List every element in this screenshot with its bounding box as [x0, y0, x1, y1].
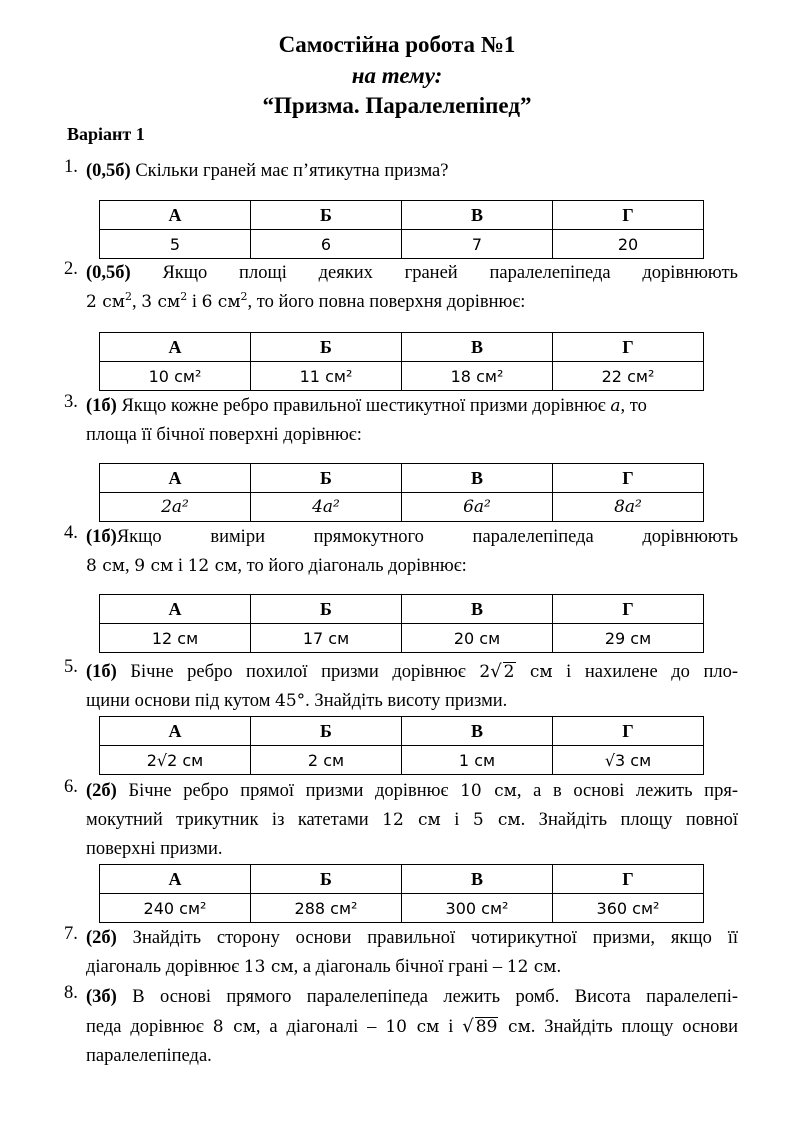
answer-header-b: Б	[251, 333, 402, 362]
question-2	[64, 259, 738, 317]
question-text-line: 2 $см^2$, 3 $см^2$ і 6 $см^2$, то його повна поверхня дорівнює:	[86, 290, 526, 312]
answer-header-v: В	[402, 464, 553, 493]
answer-option-g: 29 см	[553, 624, 704, 653]
answer-header-b: Б	[251, 595, 402, 624]
answer-header-g: Г	[553, 464, 704, 493]
question-text-line: діагональ дорівнює 13 см, а діагональ бічної грані – 12 см.	[86, 957, 562, 977]
answer-header-v: В	[402, 865, 553, 894]
answer-table-4	[99, 594, 704, 653]
question-number: 5.	[64, 657, 78, 677]
question-text-line: поверхні призми.	[86, 839, 223, 859]
answer-header-g: Г	[553, 201, 704, 230]
answer-header-a: А	[100, 717, 251, 746]
question-number: 6.	[64, 777, 78, 797]
question-text-line: (0,5б) Якщо площі деяких граней паралелепіпеда дорівнюють	[86, 263, 738, 283]
answer-table-6	[99, 864, 704, 923]
answer-option-b: 288 см²	[251, 894, 402, 923]
worksheet-topic-label: на тему:	[351, 63, 443, 88]
answer-option-b: 11 см²	[251, 362, 402, 391]
question-text-line: (1б) Якщо кожне ребро правильної шестикутної призми дорівнює a, то	[86, 396, 647, 416]
question-text-line: (3б) В основі прямого паралелепіпеда лежить ромб. Висота паралелепі-	[86, 987, 738, 1007]
question-points: (0,5б)	[86, 161, 131, 181]
question-number: 1.	[64, 157, 78, 177]
answer-option-v: 20 см	[402, 624, 553, 653]
answer-option-g: 22 см²	[553, 362, 704, 391]
answer-table-1	[99, 200, 704, 259]
question-number: 2.	[64, 259, 78, 279]
question-text-line: (2б) Знайдіть сторону основи правильної чотирикутної призми, якщо її	[86, 928, 738, 948]
question-number: 7.	[64, 924, 78, 944]
answer-option-a: 240 см²	[100, 894, 251, 923]
question-text-line: педа дорівнює 8 см, а діагоналі – 10 см і √ 89 см. Знайдіть площу основи	[86, 1016, 738, 1037]
answer-header-g: Г	[553, 333, 704, 362]
answer-header-g: Г	[553, 595, 704, 624]
answer-header-v: В	[402, 717, 553, 746]
answer-header-v: В	[402, 333, 553, 362]
question-text-line: мокутний трикутник із катетами 12 см і 5 см. Знайдіть площу повної	[86, 810, 738, 830]
answer-option-v: 6a²	[402, 493, 553, 522]
question-text-line: (1б) Бічне ребро похилої призми дорівнює 2√ 2 см і нахилене до пло-	[86, 661, 738, 682]
variant-label: Варіант 1	[67, 124, 145, 144]
question-text-line: (0,5б) Скільки граней має п’ятикутна призма?	[86, 161, 449, 181]
answer-option-v: 18 см²	[402, 362, 553, 391]
answer-table-2	[99, 332, 704, 391]
answer-header-a: А	[100, 201, 251, 230]
question-text-line: паралелепіпеда.	[86, 1046, 212, 1066]
answer-option-a: 10 см²	[100, 362, 251, 391]
question-1	[64, 157, 738, 186]
answer-header-a: А	[100, 464, 251, 493]
answer-header-b: Б	[251, 464, 402, 493]
answer-header-g: Г	[553, 865, 704, 894]
question-text-line: площа її бічної поверхні дорівнює:	[86, 425, 362, 445]
question-text-line: щини основи під кутом 45°. Знайдіть висоту призми.	[86, 691, 508, 711]
answer-table-3	[99, 463, 704, 522]
answer-option-a: 2√2 см	[100, 746, 251, 775]
question-text-line: 8 см, 9 см і 12 см, то його діагональ дорівнює:	[86, 556, 467, 576]
worksheet-topic: “Призма. Паралелепіпед”	[262, 93, 532, 118]
answer-header-b: Б	[251, 865, 402, 894]
question-6	[64, 777, 738, 864]
question-text-line: (2б) Бічне ребро прямої призми дорівнює 10 см, а в основі лежить пря-	[86, 781, 739, 801]
answer-header-v: В	[402, 201, 553, 230]
answer-option-g: √3 см	[553, 746, 704, 775]
worksheet-title: Самостійна робота №1	[278, 32, 516, 57]
answer-option-v: 300 см²	[402, 894, 553, 923]
answer-option-v: 7	[402, 230, 553, 259]
question-number: 3.	[64, 392, 78, 412]
answer-option-b: 4a²	[251, 493, 402, 522]
answer-header-g: Г	[553, 717, 704, 746]
answer-table-5	[99, 716, 704, 775]
answer-option-a: 12 см	[100, 624, 251, 653]
question-text-line: (1б)Якщо виміри прямокутного паралелепіпеда дорівнюють	[86, 527, 738, 547]
answer-option-a: 5	[100, 230, 251, 259]
question-7	[64, 924, 738, 982]
question-number: 8.	[64, 983, 78, 1003]
answer-option-v: 1 см	[402, 746, 553, 775]
answer-header-a: А	[100, 865, 251, 894]
answer-header-a: А	[100, 595, 251, 624]
question-8	[64, 983, 738, 1071]
answer-option-b: 2 см	[251, 746, 402, 775]
answer-option-b: 17 см	[251, 624, 402, 653]
answer-option-g: 20	[553, 230, 704, 259]
answer-option-g: 360 см²	[553, 894, 704, 923]
answer-option-g: 8a²	[553, 493, 704, 522]
answer-header-b: Б	[251, 201, 402, 230]
question-5	[64, 657, 738, 716]
answer-option-a: 2a²	[100, 493, 251, 522]
answer-header-a: А	[100, 333, 251, 362]
answer-header-b: Б	[251, 717, 402, 746]
answer-option-b: 6	[251, 230, 402, 259]
answer-header-v: В	[402, 595, 553, 624]
question-3	[64, 392, 738, 450]
question-number: 4.	[64, 523, 78, 543]
question-4	[64, 523, 738, 581]
